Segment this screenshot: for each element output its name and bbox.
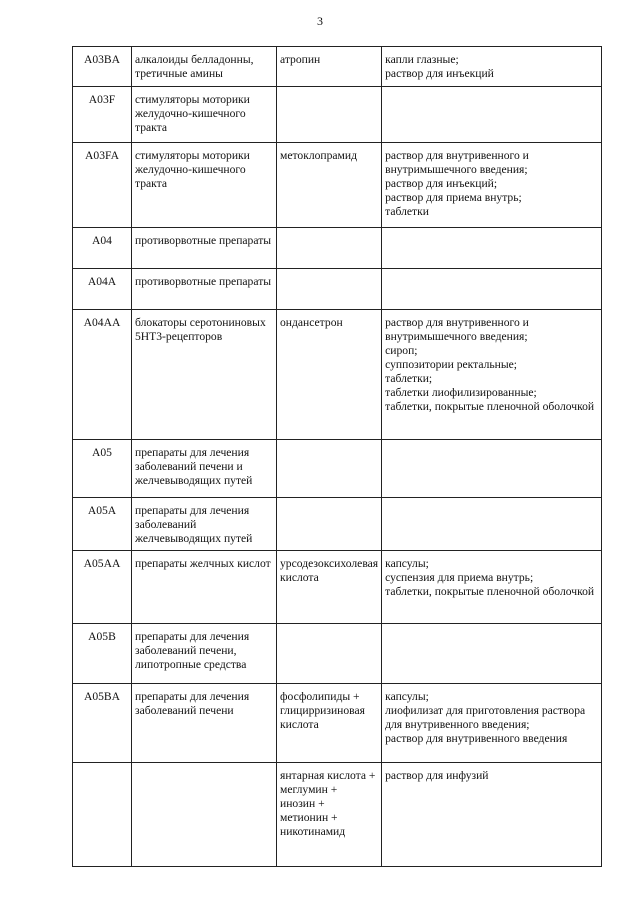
group-name-cell: блокаторы серотониновых 5HT3-рецепторов: [132, 310, 277, 440]
drug-name-cell: [277, 228, 382, 269]
table-row: [73, 763, 602, 867]
dosage-forms-cell: [382, 228, 602, 269]
drug-name-cell: [277, 269, 382, 310]
atc-code-cell: A03F: [73, 87, 132, 143]
atc-code-cell: [73, 763, 132, 867]
atc-code-cell: A04A: [73, 269, 132, 310]
atc-code-cell: A04AA: [73, 310, 132, 440]
table-row: [73, 498, 602, 551]
table-row: [73, 440, 602, 498]
dosage-forms-cell: капсулы; суспензия для приема внутрь; таблетки, покрытые пленочной оболочкой: [382, 551, 602, 624]
group-name-cell: [132, 763, 277, 867]
drug-name-cell: [277, 624, 382, 684]
group-name-cell: стимуляторы моторики желудочно-кишечного тракта: [132, 143, 277, 228]
group-name-cell: препараты для лечения заболеваний печени и желчевыводящих путей: [132, 440, 277, 498]
dosage-forms-cell: раствор для внутривенного и внутримышечного введения; раствор для инъекций; раствор для приема внутрь; таблетки: [382, 143, 602, 228]
atc-code-cell: A05AA: [73, 551, 132, 624]
atc-code-cell: A05B: [73, 624, 132, 684]
atc-code-cell: A04: [73, 228, 132, 269]
dosage-forms-cell: раствор для внутривенного и внутримышечного введения; сироп; суппозитории ректальные; таблетки; таблетки лиофилизированные; таблетки, покрытые пленочной оболочкой: [382, 310, 602, 440]
atc-code-cell: A03FA: [73, 143, 132, 228]
dosage-forms-cell: капсулы; лиофилизат для приготовления раствора для внутривенного введения; раствор для внутривенного введения: [382, 684, 602, 763]
atc-code-cell: A05A: [73, 498, 132, 551]
atc-code-cell: A05BA: [73, 684, 132, 763]
dosage-forms-cell: раствор для инфузий: [382, 763, 602, 867]
drug-name-cell: янтарная кислота + меглумин + инозин + метионин + никотинамид: [277, 763, 382, 867]
table-row: [73, 269, 602, 310]
page-number: 3: [317, 14, 323, 28]
table-row: [73, 684, 602, 763]
table-row: [73, 624, 602, 684]
table-row: [73, 87, 602, 143]
table-row: [73, 228, 602, 269]
group-name-cell: препараты для лечения заболеваний желчевыводящих путей: [132, 498, 277, 551]
drug-name-cell: [277, 87, 382, 143]
drug-name-cell: ондансетрон: [277, 310, 382, 440]
drug-name-cell: урсодезоксихолевая кислота: [277, 551, 382, 624]
table-row: [73, 47, 602, 87]
table-row: [73, 143, 602, 228]
group-name-cell: стимуляторы моторики желудочно-кишечного тракта: [132, 87, 277, 143]
group-name-cell: препараты желчных кислот: [132, 551, 277, 624]
atc-code-cell: A05: [73, 440, 132, 498]
drug-name-cell: [277, 440, 382, 498]
dosage-forms-cell: [382, 269, 602, 310]
drug-name-cell: [277, 498, 382, 551]
group-name-cell: противорвотные препараты: [132, 228, 277, 269]
dosage-forms-cell: [382, 624, 602, 684]
dosage-forms-cell: капли глазные; раствор для инъекций: [382, 47, 602, 87]
table-row: [73, 310, 602, 440]
group-name-cell: препараты для лечения заболеваний печени: [132, 684, 277, 763]
group-name-cell: противорвотные препараты: [132, 269, 277, 310]
group-name-cell: препараты для лечения заболеваний печени, липотропные средства: [132, 624, 277, 684]
drug-name-cell: атропин: [277, 47, 382, 87]
atc-code-cell: A03BA: [73, 47, 132, 87]
dosage-forms-cell: [382, 87, 602, 143]
drug-table: [72, 46, 602, 867]
drug-name-cell: фосфолипиды + глицирризиновая кислота: [277, 684, 382, 763]
table-row: [73, 551, 602, 624]
dosage-forms-cell: [382, 440, 602, 498]
drug-name-cell: метоклопрамид: [277, 143, 382, 228]
group-name-cell: алкалоиды белладонны, третичные амины: [132, 47, 277, 87]
dosage-forms-cell: [382, 498, 602, 551]
